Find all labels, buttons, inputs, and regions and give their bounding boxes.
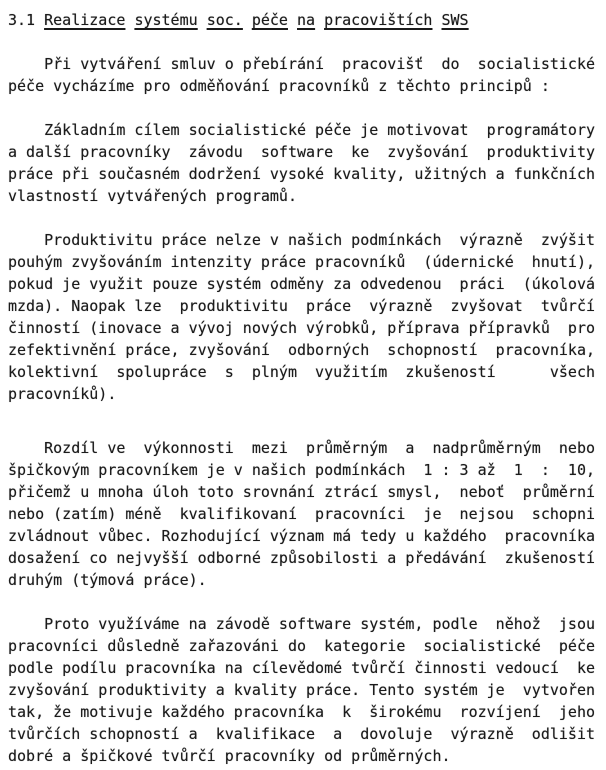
text-line: pracovníků). [8,385,117,403]
text-line: péče vycházíme pro odměňování pracovníků z těchto principů : [8,77,550,95]
text-line: zvládnout vůbec. Rozhodující význam má tedy u každého pracovníka [8,527,595,545]
text-line: Při vytváření smluv o přebírání pracovišť do socialistické [8,55,595,73]
section-number: 3.1 [8,11,36,29]
text-line: Proto využíváme na závodě software systém, podle něhož jsou [8,615,595,633]
text-line: mzda). Naopak lze produktivitu práce výrazně zvyšovat tvůrčí [8,297,595,315]
text-line: vlastností vytvářených programů. [8,187,297,205]
text-line: tak, že motivuje každého pracovníka k širokému rozvíjení jeho [8,703,595,721]
heading-word: systému [134,11,198,29]
paragraph [8,613,606,767]
heading-word: na [297,11,316,29]
heading-word: Realizace [44,11,126,29]
text-line: druhým (týmová práce). [8,571,207,589]
text-line: a další pracovníky závodu software ke zvyšování produktivity [8,143,595,161]
text-line: činností (inovace a vývoj nových výrobků, příprava přípravků pro [8,319,595,337]
text-line: Základním cílem socialistické péče je motivovat programátory [8,121,595,139]
paragraph [8,53,606,97]
text-line: pracovníci důsledně zařazováni do kategorie socialistické péče [8,637,595,655]
text-line: tvůrčích schopností a kvalifikace a dovoluje výrazně odlišit [8,725,595,743]
text-line: zefektivnění práce, zvyšování odborných schopností pracovníka, [8,341,595,359]
text-line: přičemž u mnoha úloh toto srovnání ztrácí smysl, neboť průměrní [8,483,595,501]
document-body [8,53,606,767]
heading-word: péče [251,11,288,29]
text-line: kolektivní spolupráce s plným využitím zkušeností všech [8,363,595,381]
text-line: podle podílu pracovníka na cílevědomé tvůrčí činnosti vedoucí ke [8,659,595,677]
text-line: dobré a špičkové tvůrčí pracovníky od průměrných. [8,747,451,765]
text-line: pokud je využit pouze systém odměny za odvedenou práci (úkolová [8,275,595,293]
section-title [44,11,468,29]
text-line: dosažení co nejvyšší odborné způsobilosti a předávání zkušeností [8,549,595,567]
text-line: špičkovým pracovníkem je v našich podmínkách 1 : 3 až 1 : 10, [8,461,595,479]
heading-separator [35,11,44,29]
heading-word: pracovištích [324,11,433,29]
paragraph [8,119,606,207]
text-line: práce při současném dodržení vysoké kvality, užitných a funkčních [8,165,595,183]
heading-word: soc. [206,11,243,29]
text-line: Rozdíl ve výkonnosti mezi průměrným a nadprůměrným nebo [8,439,595,457]
heading-word: SWS [441,11,469,29]
text-line: nebo (zatím) méně kvalifikovaní pracovníci je nejsou schopni [8,505,595,523]
paragraph [8,229,606,405]
paragraph [8,437,606,591]
section-heading [8,9,606,31]
text-line: Produktivitu práce nelze v našich podmínkách výrazně zvýšit [8,231,595,249]
text-line: zvyšování produktivity a kvality práce. Tento systém je vytvořen [8,681,595,699]
text-line: pouhým zvyšováním intenzity práce pracovníků (údernické hnutí), [8,253,595,271]
